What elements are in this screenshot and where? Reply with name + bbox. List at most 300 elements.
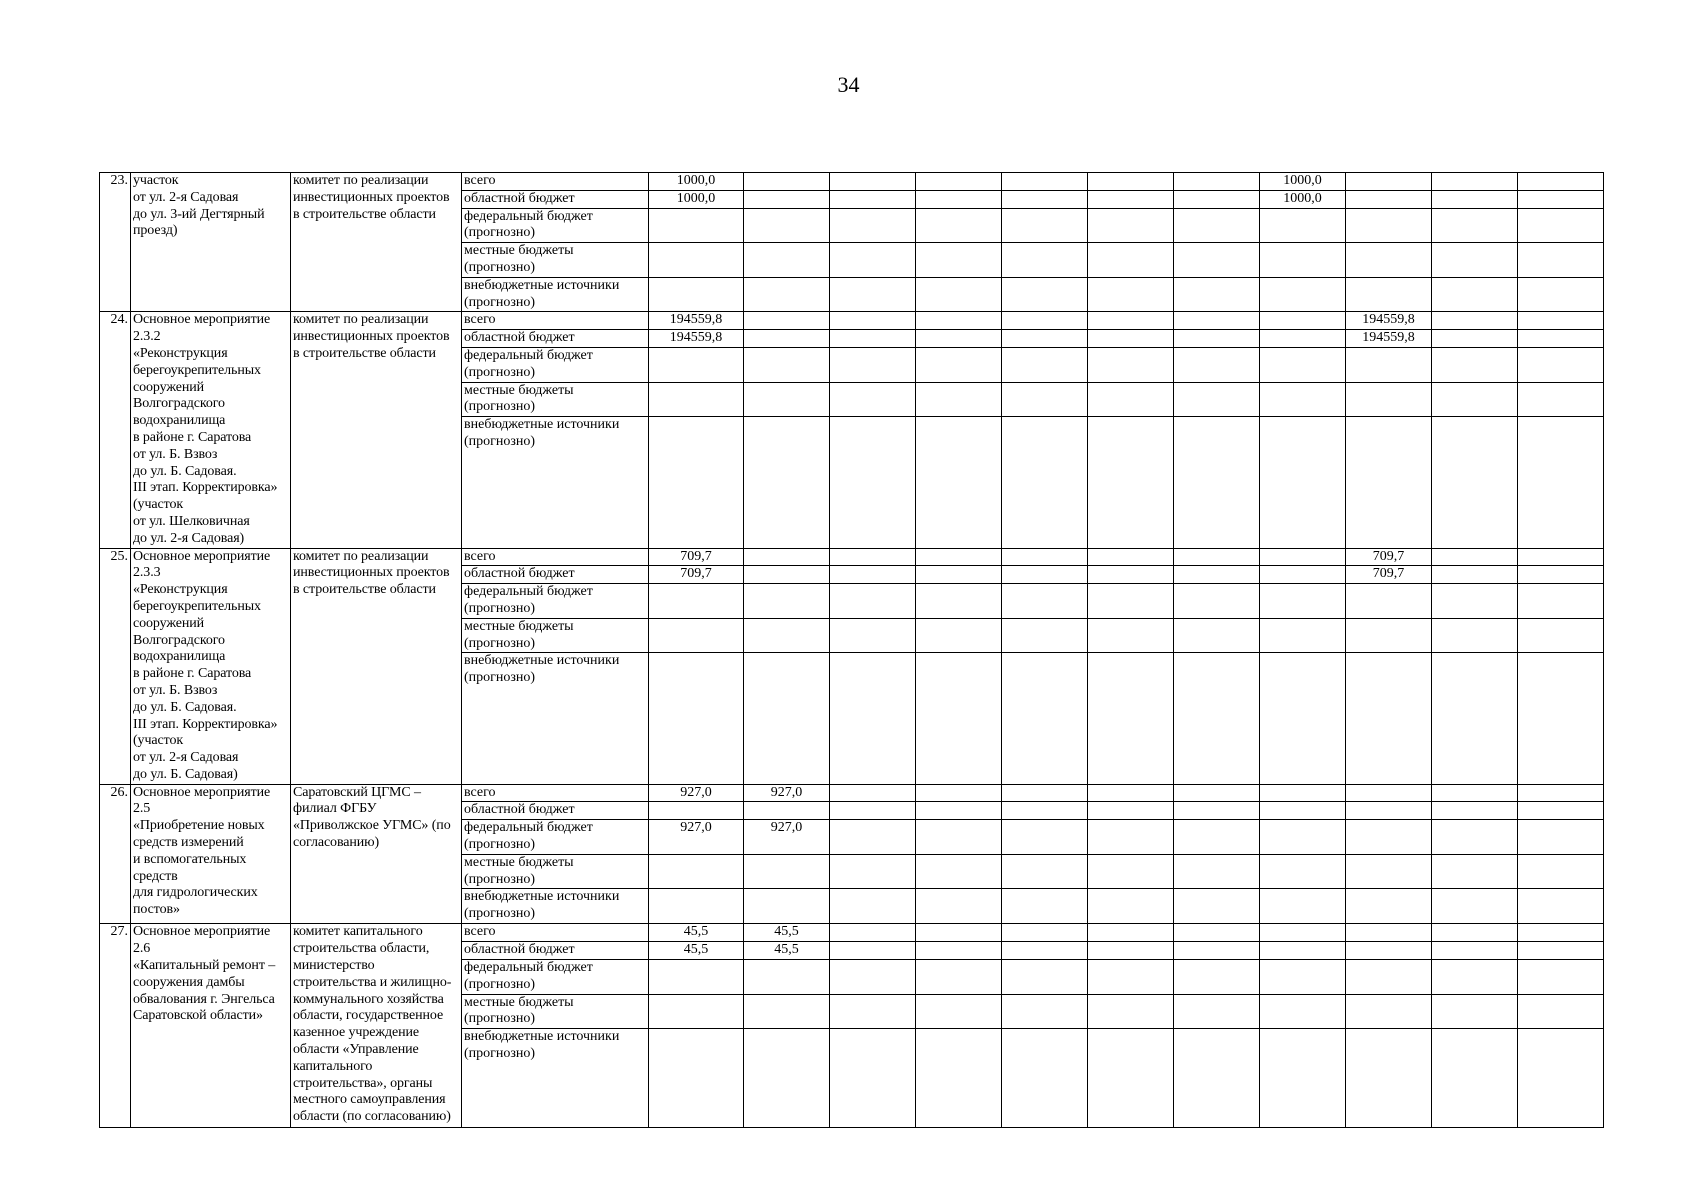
year-value <box>1002 330 1088 348</box>
year-value <box>1432 802 1518 820</box>
funding-source: всего <box>462 173 649 191</box>
year-value <box>1002 618 1088 653</box>
total-value: 927,0 <box>649 820 744 855</box>
table-body <box>100 173 1604 1128</box>
total-value <box>649 618 744 653</box>
year-value <box>1432 566 1518 584</box>
year-value <box>1432 960 1518 995</box>
year-value <box>1260 1029 1346 1128</box>
year-value <box>1088 889 1174 924</box>
total-value: 927,0 <box>649 784 744 802</box>
total-value <box>649 243 744 278</box>
year-value <box>744 190 830 208</box>
year-value <box>1518 942 1604 960</box>
year-value <box>1174 190 1260 208</box>
year-value <box>916 208 1002 243</box>
total-value <box>649 417 744 548</box>
year-value <box>830 784 916 802</box>
funding-source: внебюджетные источники (прогнозно) <box>462 1029 649 1128</box>
year-value <box>1432 924 1518 942</box>
page-number: 34 <box>837 72 860 97</box>
year-value: 927,0 <box>744 784 830 802</box>
year-value <box>1260 277 1346 312</box>
year-value <box>1174 417 1260 548</box>
year-value <box>1088 820 1174 855</box>
year-value <box>830 173 916 191</box>
year-value <box>1432 942 1518 960</box>
year-value <box>1088 854 1174 889</box>
year-value <box>1432 382 1518 417</box>
year-value <box>1002 653 1088 784</box>
year-value <box>1346 942 1432 960</box>
year-value <box>1518 820 1604 855</box>
funding-source: областной бюджет <box>462 802 649 820</box>
year-value <box>916 277 1002 312</box>
year-value <box>1260 854 1346 889</box>
total-value <box>649 994 744 1029</box>
measure-name: Основное мероприятие 2.5 «Приобретение новых средств измерений и вспомогательных средств для гидрологических постов» <box>131 784 291 924</box>
year-value <box>1260 584 1346 619</box>
year-value <box>1002 208 1088 243</box>
funding-source: областной бюджет <box>462 190 649 208</box>
year-value <box>916 584 1002 619</box>
row-number: 24. <box>100 312 131 548</box>
year-value <box>1518 548 1604 566</box>
year-value <box>916 994 1002 1029</box>
year-value <box>1088 942 1174 960</box>
year-value <box>1518 566 1604 584</box>
year-value <box>1518 190 1604 208</box>
year-value <box>1088 994 1174 1029</box>
year-value <box>1260 960 1346 995</box>
year-value <box>1088 784 1174 802</box>
year-value <box>1174 653 1260 784</box>
year-value <box>1432 889 1518 924</box>
year-value <box>830 994 916 1029</box>
year-value <box>1432 417 1518 548</box>
year-value <box>1432 994 1518 1029</box>
executor: комитет капитального строительства области, министерство строительства и жилищно-коммунального хозяйства области, государственное казенное учреждение области «Управление капитального строительства», органы местного самоуправления области (по согласованию) <box>291 924 462 1128</box>
year-value <box>1174 942 1260 960</box>
year-value <box>830 548 916 566</box>
year-value <box>1432 653 1518 784</box>
executor: Саратовский ЦГМС – филиал ФГБУ «Приволжское УГМС» (по согласованию) <box>291 784 462 924</box>
year-value <box>1002 802 1088 820</box>
year-value <box>1346 348 1432 383</box>
executor: комитет по реализации инвестиционных проектов в строительстве области <box>291 548 462 784</box>
year-value <box>1518 330 1604 348</box>
year-value <box>1174 924 1260 942</box>
year-value <box>1002 889 1088 924</box>
year-value <box>1518 889 1604 924</box>
year-value <box>744 653 830 784</box>
year-value: 709,7 <box>1346 566 1432 584</box>
executor: комитет по реализации инвестиционных проектов в строительстве области <box>291 173 462 312</box>
year-value <box>1260 348 1346 383</box>
measure-name: Основное мероприятие 2.3.2 «Реконструкция берегоукрепительных сооружений Волгоградского водохранилища в районе г. Саратова от ул. Б. Взвоз до ул. Б. Садовая. III этап. Корректировка» (участок от ул. Шелковичная до ул. 2-я Садовая) <box>131 312 291 548</box>
year-value <box>744 348 830 383</box>
funding-source: федеральный бюджет (прогнозно) <box>462 348 649 383</box>
year-value <box>1088 417 1174 548</box>
year-value <box>1260 802 1346 820</box>
year-value <box>1346 854 1432 889</box>
year-value <box>916 330 1002 348</box>
total-value <box>649 1029 744 1128</box>
year-value <box>744 548 830 566</box>
year-value <box>830 802 916 820</box>
year-value <box>1002 243 1088 278</box>
funding-source: областной бюджет <box>462 566 649 584</box>
year-value <box>1174 277 1260 312</box>
year-value <box>1518 924 1604 942</box>
year-value <box>744 960 830 995</box>
year-value <box>1260 942 1346 960</box>
year-value <box>1260 208 1346 243</box>
year-value <box>1518 784 1604 802</box>
year-value <box>1088 382 1174 417</box>
year-value <box>744 889 830 924</box>
year-value <box>1518 802 1604 820</box>
year-value <box>1518 960 1604 995</box>
total-value <box>649 382 744 417</box>
total-value: 45,5 <box>649 924 744 942</box>
year-value <box>1432 243 1518 278</box>
year-value <box>744 417 830 548</box>
year-value <box>916 802 1002 820</box>
year-value <box>744 277 830 312</box>
year-value <box>1346 802 1432 820</box>
funding-source: областной бюджет <box>462 330 649 348</box>
year-value <box>1432 618 1518 653</box>
year-value <box>744 312 830 330</box>
year-value <box>830 854 916 889</box>
year-value <box>1088 243 1174 278</box>
year-value <box>1088 653 1174 784</box>
executor: комитет по реализации инвестиционных проектов в строительстве области <box>291 312 462 548</box>
year-value <box>1432 330 1518 348</box>
year-value: 194559,8 <box>1346 312 1432 330</box>
funding-source: внебюджетные источники (прогнозно) <box>462 417 649 548</box>
year-value <box>1518 173 1604 191</box>
funding-source: федеральный бюджет (прогнозно) <box>462 584 649 619</box>
total-value: 709,7 <box>649 548 744 566</box>
year-value <box>830 618 916 653</box>
year-value <box>1518 348 1604 383</box>
year-value <box>1260 243 1346 278</box>
year-value <box>916 960 1002 995</box>
year-value <box>916 312 1002 330</box>
measure-name: Основное мероприятие 2.3.3 «Реконструкция берегоукрепительных сооружений Волгоградского водохранилища в районе г. Саратова от ул. Б. Взвоз до ул. Б. Садовая. III этап. Корректировка» (участок от ул. 2-я Садовая до ул. Б. Садовая) <box>131 548 291 784</box>
year-value <box>1432 854 1518 889</box>
year-value <box>1346 243 1432 278</box>
total-value <box>649 854 744 889</box>
year-value <box>1518 243 1604 278</box>
year-value <box>1432 820 1518 855</box>
row-number: 23. <box>100 173 131 312</box>
year-value <box>1002 348 1088 383</box>
year-value <box>1346 820 1432 855</box>
total-value: 194559,8 <box>649 312 744 330</box>
year-value <box>1088 208 1174 243</box>
year-value <box>1174 994 1260 1029</box>
year-value <box>1518 994 1604 1029</box>
year-value <box>1174 618 1260 653</box>
year-value <box>1088 802 1174 820</box>
year-value <box>1088 348 1174 383</box>
year-value <box>830 243 916 278</box>
year-value <box>1346 1029 1432 1128</box>
total-value <box>649 208 744 243</box>
year-value <box>830 924 916 942</box>
year-value <box>1174 784 1260 802</box>
year-value <box>1346 173 1432 191</box>
year-value <box>1002 584 1088 619</box>
year-value <box>1002 173 1088 191</box>
total-value: 194559,8 <box>649 330 744 348</box>
year-value <box>830 566 916 584</box>
year-value <box>1002 566 1088 584</box>
year-value <box>1260 994 1346 1029</box>
year-value <box>1518 417 1604 548</box>
year-value <box>1174 802 1260 820</box>
year-value <box>1432 277 1518 312</box>
year-value: 194559,8 <box>1346 330 1432 348</box>
funding-source: всего <box>462 312 649 330</box>
year-value: 45,5 <box>744 924 830 942</box>
year-value <box>916 382 1002 417</box>
year-value <box>830 312 916 330</box>
year-value <box>1346 277 1432 312</box>
year-value: 1000,0 <box>1260 190 1346 208</box>
year-value <box>1002 784 1088 802</box>
funding-source: федеральный бюджет (прогнозно) <box>462 208 649 243</box>
year-value <box>1260 653 1346 784</box>
table-row <box>100 784 1604 802</box>
year-value <box>916 820 1002 855</box>
funding-source: местные бюджеты (прогнозно) <box>462 854 649 889</box>
year-value <box>916 417 1002 548</box>
funding-source: внебюджетные источники (прогнозно) <box>462 889 649 924</box>
year-value <box>830 960 916 995</box>
year-value <box>830 208 916 243</box>
funding-source: внебюджетные источники (прогнозно) <box>462 277 649 312</box>
table-row <box>100 312 1604 330</box>
funding-source: всего <box>462 784 649 802</box>
year-value <box>1518 653 1604 784</box>
year-value <box>1260 312 1346 330</box>
year-value <box>1002 1029 1088 1128</box>
year-value <box>1260 417 1346 548</box>
year-value <box>916 548 1002 566</box>
year-value <box>1260 784 1346 802</box>
year-value <box>830 277 916 312</box>
total-value <box>649 889 744 924</box>
year-value <box>1346 382 1432 417</box>
year-value <box>1432 1029 1518 1128</box>
year-value <box>1002 382 1088 417</box>
total-value: 1000,0 <box>649 173 744 191</box>
year-value <box>1260 382 1346 417</box>
row-number: 26. <box>100 784 131 924</box>
funding-source: внебюджетные источники (прогнозно) <box>462 653 649 784</box>
year-value <box>744 584 830 619</box>
table-row <box>100 173 1604 191</box>
budget-table <box>99 172 1604 1128</box>
year-value <box>1002 277 1088 312</box>
year-value <box>1260 566 1346 584</box>
total-value: 709,7 <box>649 566 744 584</box>
year-value <box>744 566 830 584</box>
year-value <box>1346 190 1432 208</box>
year-value <box>1346 653 1432 784</box>
year-value <box>1088 618 1174 653</box>
year-value <box>744 618 830 653</box>
year-value <box>916 173 1002 191</box>
funding-source: местные бюджеты (прогнозно) <box>462 618 649 653</box>
year-value <box>1346 584 1432 619</box>
row-number: 25. <box>100 548 131 784</box>
year-value <box>1174 1029 1260 1128</box>
year-value <box>1002 417 1088 548</box>
row-number: 27. <box>100 924 131 1128</box>
total-value: 1000,0 <box>649 190 744 208</box>
year-value <box>916 243 1002 278</box>
year-value <box>1088 566 1174 584</box>
year-value <box>1346 417 1432 548</box>
year-value <box>1174 889 1260 924</box>
year-value <box>1088 960 1174 995</box>
year-value <box>1002 190 1088 208</box>
year-value <box>1174 208 1260 243</box>
year-value <box>916 784 1002 802</box>
year-value <box>1002 820 1088 855</box>
table-row <box>100 548 1604 566</box>
year-value <box>1174 173 1260 191</box>
year-value <box>830 653 916 784</box>
year-value <box>1088 173 1174 191</box>
year-value <box>916 1029 1002 1128</box>
year-value <box>1088 277 1174 312</box>
funding-source: федеральный бюджет (прогнозно) <box>462 820 649 855</box>
year-value <box>1174 330 1260 348</box>
year-value <box>1432 208 1518 243</box>
year-value <box>916 348 1002 383</box>
year-value <box>1088 312 1174 330</box>
year-value <box>1260 330 1346 348</box>
total-value <box>649 584 744 619</box>
year-value <box>830 417 916 548</box>
year-value <box>830 382 916 417</box>
total-value <box>649 960 744 995</box>
measure-name: участок от ул. 2-я Садовая до ул. 3-ий Дегтярный проезд) <box>131 173 291 312</box>
year-value <box>1518 584 1604 619</box>
year-value <box>830 190 916 208</box>
year-value <box>1346 618 1432 653</box>
year-value <box>744 994 830 1029</box>
year-value <box>1346 960 1432 995</box>
year-value <box>1260 889 1346 924</box>
year-value <box>1174 243 1260 278</box>
year-value <box>1174 584 1260 619</box>
year-value: 1000,0 <box>1260 173 1346 191</box>
year-value <box>916 942 1002 960</box>
year-value <box>1432 348 1518 383</box>
total-value <box>649 802 744 820</box>
year-value <box>1260 548 1346 566</box>
year-value <box>830 348 916 383</box>
year-value <box>1518 1029 1604 1128</box>
year-value <box>830 942 916 960</box>
year-value <box>916 854 1002 889</box>
year-value <box>1346 994 1432 1029</box>
year-value <box>1088 330 1174 348</box>
year-value <box>1002 924 1088 942</box>
year-value <box>1174 548 1260 566</box>
year-value <box>1518 208 1604 243</box>
funding-source: федеральный бюджет (прогнозно) <box>462 960 649 995</box>
year-value <box>1518 277 1604 312</box>
year-value <box>830 584 916 619</box>
year-value <box>916 653 1002 784</box>
year-value <box>1260 820 1346 855</box>
year-value <box>1002 312 1088 330</box>
funding-source: местные бюджеты (прогнозно) <box>462 994 649 1029</box>
year-value <box>1518 854 1604 889</box>
year-value <box>1002 942 1088 960</box>
year-value <box>1432 548 1518 566</box>
year-value <box>1174 312 1260 330</box>
year-value <box>916 889 1002 924</box>
year-value <box>744 1029 830 1128</box>
year-value <box>1174 854 1260 889</box>
measure-name: Основное мероприятие 2.6 «Капитальный ремонт – сооружения дамбы обвалования г. Энгельса Саратовской области» <box>131 924 291 1128</box>
year-value <box>1088 1029 1174 1128</box>
funding-source: всего <box>462 924 649 942</box>
year-value <box>1346 208 1432 243</box>
year-value <box>1432 173 1518 191</box>
year-value <box>1432 312 1518 330</box>
year-value <box>1002 960 1088 995</box>
year-value <box>744 382 830 417</box>
year-value <box>1518 312 1604 330</box>
year-value <box>1518 618 1604 653</box>
total-value <box>649 348 744 383</box>
year-value <box>830 330 916 348</box>
year-value <box>1088 190 1174 208</box>
year-value <box>744 173 830 191</box>
total-value <box>649 653 744 784</box>
year-value <box>916 924 1002 942</box>
year-value <box>1088 924 1174 942</box>
funding-source: областной бюджет <box>462 942 649 960</box>
year-value: 45,5 <box>744 942 830 960</box>
year-value <box>1174 566 1260 584</box>
year-value <box>916 566 1002 584</box>
year-value: 927,0 <box>744 820 830 855</box>
funding-source: местные бюджеты (прогнозно) <box>462 243 649 278</box>
year-value: 709,7 <box>1346 548 1432 566</box>
year-value <box>830 1029 916 1128</box>
total-value <box>649 277 744 312</box>
year-value <box>916 618 1002 653</box>
year-value <box>1432 784 1518 802</box>
year-value <box>1174 382 1260 417</box>
year-value <box>1088 584 1174 619</box>
year-value <box>830 820 916 855</box>
year-value <box>1260 924 1346 942</box>
table-row <box>100 924 1604 942</box>
year-value <box>1346 784 1432 802</box>
